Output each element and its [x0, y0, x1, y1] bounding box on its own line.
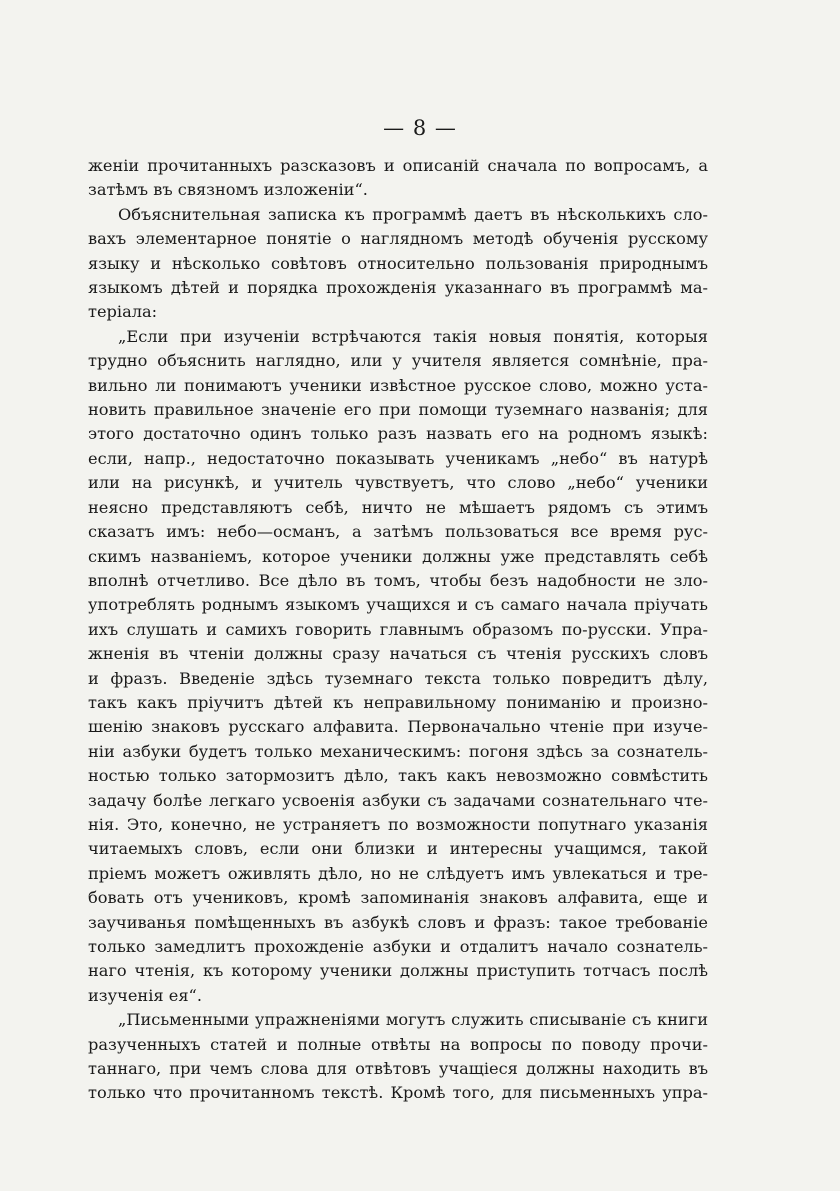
- text-line: вполнѣ отчетливо. Все дѣло въ томъ, чтобы безъ надобности не зло-: [88, 570, 708, 590]
- text-line: употреблять роднымъ языкомъ учащихся и съ самаго начала пріучать: [88, 595, 708, 615]
- text-line: или на рисункѣ, и учитель чувствуетъ, что слово „небо“ ученики: [88, 473, 708, 493]
- text-line: „Письменными упражненіями могутъ служить списываніе съ книги: [118, 1010, 708, 1030]
- text-line: если, напр., недостаточно показывать ученикамъ „небо“ въ натурѣ: [88, 448, 708, 468]
- text-line: ніи азбуки будетъ только механическимъ: погоня здѣсь за сознатель-: [88, 741, 708, 761]
- text-line: сказатъ имъ: небо—османъ, а затѣмъ пользоваться все время рус-: [88, 522, 708, 542]
- text-line: скимъ названіемъ, которое ученики должны уже представлять себѣ: [88, 546, 708, 566]
- paragraph-4: [88, 1008, 708, 1106]
- text-line: этого достаточно одинъ только разъ назвать его на родномъ языкѣ:: [88, 424, 708, 444]
- text-line: Объяснительная записка къ программѣ даетъ въ нѣсколькихъ сло-: [118, 204, 708, 224]
- text-line: вильно ли понимаютъ ученики извѣстное русское слово, можно уста-: [88, 375, 708, 395]
- text-line: наго чтенія, къ которому ученики должны приступить тотчасъ послѣ: [88, 961, 708, 981]
- paragraph-3: [88, 325, 708, 1008]
- page-number: — 8 —: [383, 116, 457, 140]
- text-line: языку и нѣсколько совѣтовъ относительно пользованія природнымъ: [88, 253, 708, 273]
- text-line: затѣмъ въ связномъ изложеніи“.: [88, 180, 368, 200]
- text-line: новить правильное значеніе его при помощи туземнаго названія; для: [88, 400, 708, 420]
- text-line: „Если при изученіи встрѣчаются такія новыя понятія, которыя: [118, 326, 708, 346]
- text-line: только замедлитъ прохожденіе азбуки и отдалитъ начало сознатель-: [88, 937, 708, 956]
- text-line: изученія ея“.: [88, 985, 202, 1005]
- text-line: бовать отъ учениковъ, кромѣ запоминанія знаковъ алфавита, еще и: [88, 888, 708, 908]
- text-line: жненія въ чтеніи должны сразу начаться съ чтенія русскихъ словъ: [88, 644, 708, 664]
- text-line: нія. Это, конечно, не устраняетъ по возможности попутнаго указанія: [88, 814, 708, 834]
- text-line: заучиванья помѣщенныхъ въ азбукѣ словъ и фразъ: такое требованіе: [88, 912, 708, 932]
- text-line: ихъ слушать и самихъ говорить главнымъ образомъ по-русски. Упра-: [88, 619, 708, 639]
- text-line: языкомъ дѣтей и порядка прохожденія указаннаго въ программѣ ма-: [88, 278, 708, 298]
- paragraph-2: [88, 203, 708, 325]
- text-line: задачу болѣе легкаго усвоенія азбуки съ задачами сознательнаго чте-: [88, 790, 708, 810]
- text-line: теріала:: [88, 302, 158, 322]
- text-line: шенію знаковъ русскаго алфавита. Первоначально чтеніе при изуче-: [88, 717, 708, 737]
- text-line: читаемыхъ словъ, если они близки и интересны учащимся, такой: [88, 839, 708, 859]
- text-line: вахъ элементарное понятіе о наглядномъ методѣ обученія русскому: [88, 229, 708, 249]
- text-line: женіи прочитанныхъ разсказовъ и описаній сначала по вопросамъ, а: [88, 156, 708, 175]
- page-body: [88, 154, 708, 1106]
- text-line: пріемъ можетъ оживлять дѣло, но не слѣдуетъ имъ увлекаться и тре-: [88, 863, 708, 883]
- text-line: трудно объяснить наглядно, или у учителя является сомнѣніе, пра-: [88, 351, 708, 371]
- text-line: и фразъ. Введеніе здѣсь туземнаго текста только повредитъ дѣлу,: [88, 668, 708, 688]
- text-line: такъ какъ пріучитъ дѣтей къ неправильному пониманію и произно-: [88, 692, 708, 712]
- text-line: таннаго, при чемъ слова для отвѣтовъ учащіеся должны находить въ: [88, 1059, 708, 1079]
- paragraph-1: [88, 154, 708, 203]
- text-line: неясно представляютъ себѣ, ничто не мѣшаетъ рядомъ съ этимъ: [88, 497, 708, 517]
- text-line: разученныхъ статей и полные отвѣты на вопросы по поводу прочи-: [88, 1034, 708, 1054]
- text-line: только что прочитанномъ текстѣ. Кромѣ того, для письменныхъ упра-: [88, 1083, 708, 1103]
- text-line: ностью только затормозитъ дѣло, такъ какъ невозможно совмѣстить: [88, 766, 708, 786]
